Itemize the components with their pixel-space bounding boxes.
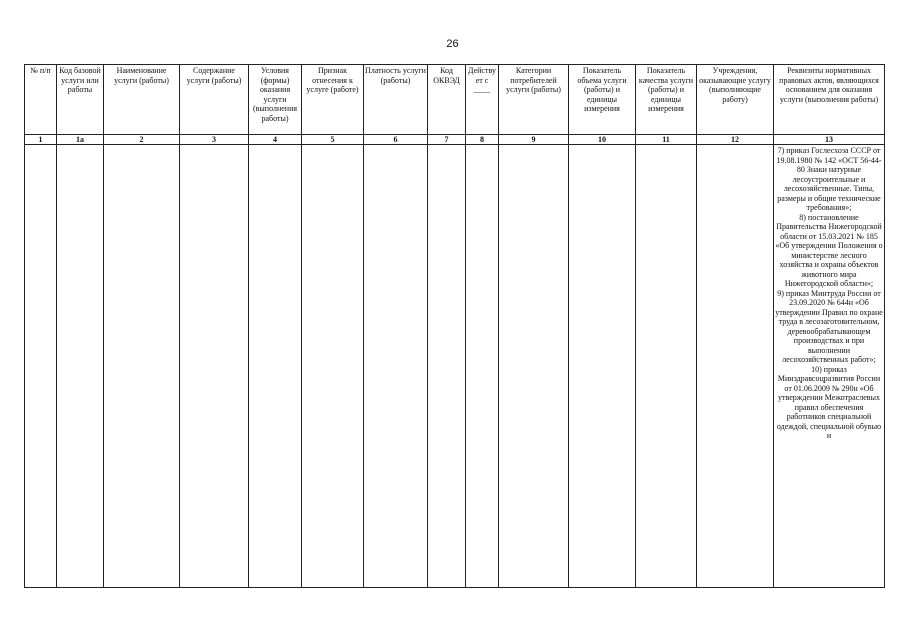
- table-cell-empty: [25, 145, 57, 588]
- column-number: 9: [499, 135, 569, 145]
- table-cell-empty: [249, 145, 302, 588]
- column-number: 10: [569, 135, 636, 145]
- header-cell-valid-from: Действует с ____: [466, 65, 499, 135]
- table-cell-empty: [697, 145, 774, 588]
- header-cell-conditions: Условия (формы) оказания услуги (выполнения работы): [249, 65, 302, 135]
- header-cell-attribute: Признак отнесения к услуге (работе): [302, 65, 364, 135]
- table-cell-empty: [569, 145, 636, 588]
- header-cell-base-code: Код базовой услуги или работы: [57, 65, 104, 135]
- header-cell-number: № п/п: [25, 65, 57, 135]
- table-cell-empty: [57, 145, 104, 588]
- column-number: 1а: [57, 135, 104, 145]
- table-cell-empty: [499, 145, 569, 588]
- services-register-table: [24, 64, 885, 588]
- table-cell-empty: [466, 145, 499, 588]
- table-cell-empty: [636, 145, 697, 588]
- table-cell-empty: [428, 145, 466, 588]
- legal-acts-cell: [774, 145, 885, 588]
- column-number-row: [25, 135, 885, 145]
- header-cell-quality-indicator: Показатель качества услуги (работы) и единицы измерения: [636, 65, 697, 135]
- column-number: 6: [364, 135, 428, 145]
- legal-act-item: 7) приказ Гослесхоза СССР от 19.08.1980 № 142 «ОСТ 56-44-80 Знаки натурные лесоустроительные и лесохозяйственные. Типы, размеры и общие технические требования»;: [776, 146, 882, 212]
- column-number: 13: [774, 135, 885, 145]
- page-number: 26: [446, 38, 459, 50]
- table-row: [25, 145, 885, 588]
- legal-act-item: 9) приказ Минтруда России от 23.09.2020 № 644н «Об утверждении Правил по охране труда в лесозаготовительном, деревообрабатывающем производствах и при выполнении лесохозяйственных работ»;: [775, 288, 883, 364]
- column-number: 12: [697, 135, 774, 145]
- header-row: [25, 65, 885, 135]
- column-number: 8: [466, 135, 499, 145]
- table-cell-empty: [364, 145, 428, 588]
- legal-act-item: 10) приказ Минздравсоцразвития России от 01.06.2009 № 290н «Об утверждении Межотраслевых правил обеспечения работников специальной одеждой, специальной обувью и: [776, 364, 882, 440]
- legal-act-item: 8) постановление Правительства Нижегородской области от 15.03.2021 № 185 «Об утверждении Положения о министерстве лесного хозяйства и охраны объектов животного мира Нижегородской области»;: [775, 212, 883, 288]
- column-number: 11: [636, 135, 697, 145]
- header-cell-payment: Платность услуги (работы): [364, 65, 428, 135]
- header-cell-consumers: Категории потребителей услуги (работы): [499, 65, 569, 135]
- header-cell-institutions: Учреждения, оказывающие услугу (выполняющие работу): [697, 65, 774, 135]
- header-cell-volume-indicator: Показатель объема услуги (работы) и единицы измерения: [569, 65, 636, 135]
- header-cell-okved: Код ОКВЭД: [428, 65, 466, 135]
- table-cell-empty: [180, 145, 249, 588]
- table-cell-empty: [104, 145, 180, 588]
- column-number: 7: [428, 135, 466, 145]
- column-number: 4: [249, 135, 302, 145]
- column-number: 1: [25, 135, 57, 145]
- header-cell-content: Содержание услуги (работы): [180, 65, 249, 135]
- table-cell-empty: [302, 145, 364, 588]
- header-cell-legal-acts: Реквизиты нормативных правовых актов, являющихся основанием для оказания услуги (выполнения работы): [774, 65, 885, 135]
- column-number: 2: [104, 135, 180, 145]
- column-number: 5: [302, 135, 364, 145]
- column-number: 3: [180, 135, 249, 145]
- header-cell-service-name: Наименование услуги (работы): [104, 65, 180, 135]
